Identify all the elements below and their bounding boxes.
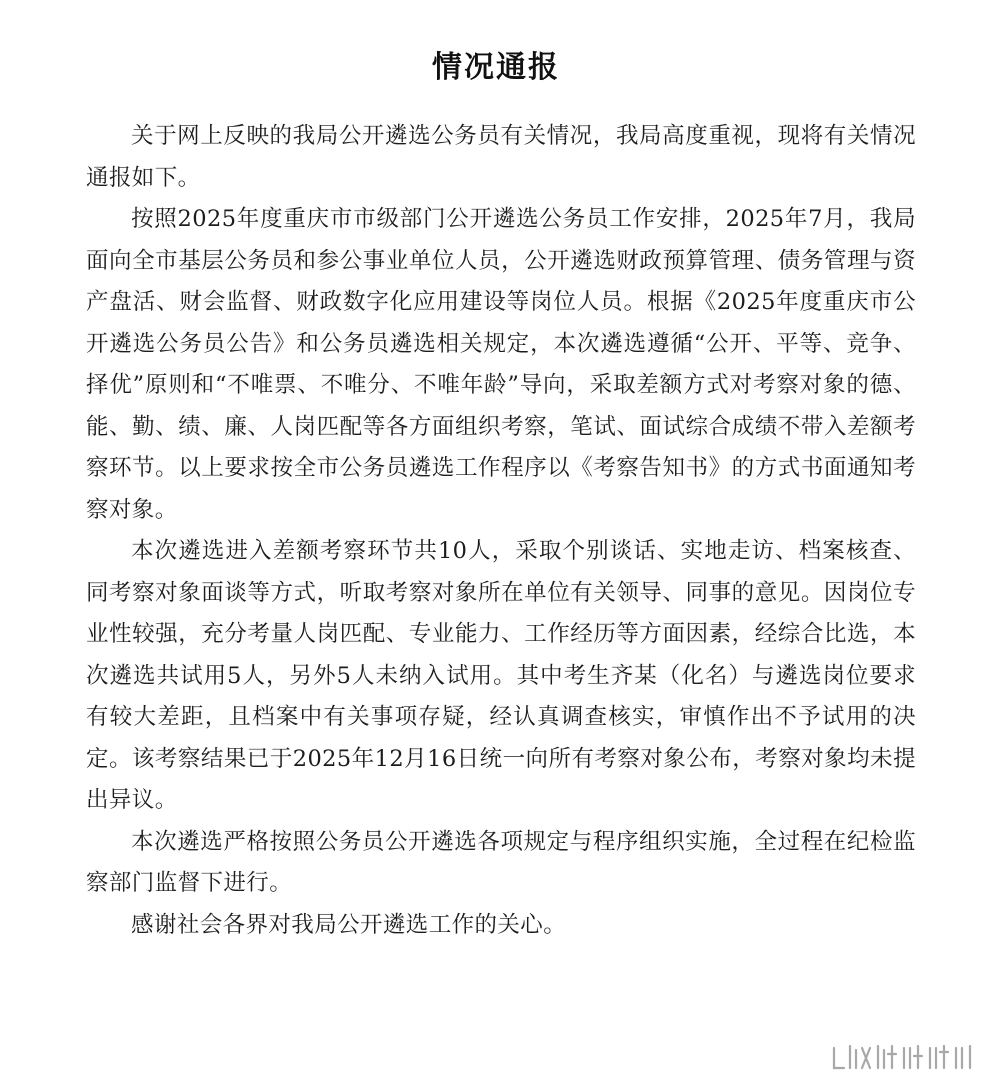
document-title: 情况通报 xyxy=(432,50,560,86)
paragraph-arrangement: 按照2025年度重庆市市级部门公开遴选公务员工作安排，2025年7月，我局面向全市基层公务员和参公事业单位人员，公开遴选财政预算管理、债务管理与资产盘活、财会监督、财政数字化应用建设等岗位人员。根据《2025年度重庆市公开遴选公务员公告》和公务员遴选相关规定，本次遴选遵循“公开、平等、竞争、择优”原则和“不唯票、不唯分、不唯年龄”导向，采取差额方式对考察对象的德、能、勤、绩、廉、人岗匹配等各方面组织考察，笔试、面试综合成绩不带入差额考察环节。以上要求按全市公务员遴选工作程序以《考察告知书》的方式书面通知考察对象。 xyxy=(86,206,916,523)
document-body xyxy=(86,116,916,946)
paragraph-thanks: 感谢社会各界对我局公开遴选工作的关心。 xyxy=(131,911,567,938)
paragraph-assessment: 本次遴选进入差额考察环节共10人，采取个别谈话、实地走访、档案核查、同考察对象面谈等方式，听取考察对象所在单位有关领导、同事的意见。因岗位专业性较强，充分考量人岗匹配、专业能力、工作经历等方面因素，经综合比选，本次遴选共试用5人，另外5人未纳入试用。其中考生齐某（化名）与遴选岗位要求有较大差距，且档案中有关事项存疑，经认真调查核实，审慎作出不予试用的决定。该考察结果已于2025年12月16日统一向所有考察对象公布，考察对象均未提出异议。 xyxy=(86,538,916,813)
paragraph-supervision: 本次遴选严格按照公务员公开遴选各项规定与程序组织实施，全过程在纪检监察部门监督下进行。 xyxy=(86,828,916,896)
paragraph-intro: 关于网上反映的我局公开遴选公务员有关情况，我局高度重视，现将有关情况通报如下。 xyxy=(86,123,916,191)
watermark-logo xyxy=(828,1040,978,1074)
